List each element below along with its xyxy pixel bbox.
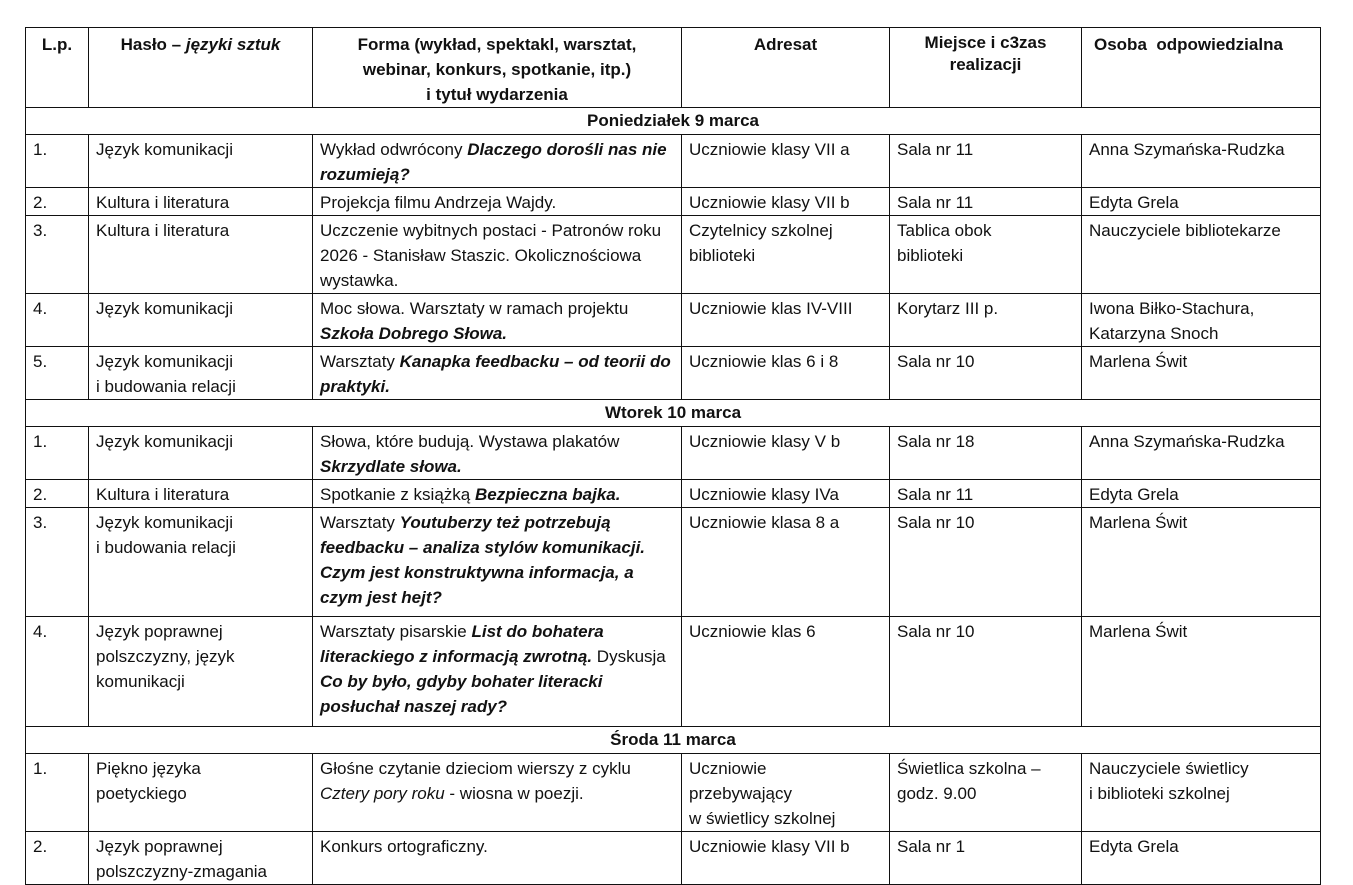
cell-haslo-line: polszczyzny-zmagania xyxy=(96,862,268,881)
cell-haslo xyxy=(89,832,313,885)
header-forma-line: i tytuł wydarzenia xyxy=(426,85,568,104)
cell-adresat xyxy=(682,427,890,480)
cell-lp: 2. xyxy=(26,480,89,508)
schedule-table xyxy=(25,27,1321,885)
cell-adresat xyxy=(682,617,890,727)
cell-miejsce-line: Sala nr 11 xyxy=(897,193,974,212)
header-forma xyxy=(313,28,682,108)
forma-segment: Dyskusja xyxy=(592,647,666,666)
table-row xyxy=(26,480,1321,508)
cell-lp: 2. xyxy=(26,832,89,885)
cell-haslo-line: Język komunikacji xyxy=(96,299,233,318)
forma-segment: Moc słowa. Warsztaty w ramach projektu xyxy=(320,299,629,318)
cell-haslo xyxy=(89,508,313,617)
cell-miejsce xyxy=(890,216,1082,294)
cell-haslo-line: Język poprawnej xyxy=(96,622,223,641)
header-adresat: Adresat xyxy=(682,28,890,108)
cell-forma xyxy=(313,135,682,188)
cell-miejsce xyxy=(890,188,1082,216)
day-title: Środa 11 marca xyxy=(26,727,1321,754)
table-row xyxy=(26,294,1321,347)
cell-miejsce-line: Świetlica szkolna – xyxy=(897,759,1041,778)
cell-adresat-line: Uczniowie klasy V b xyxy=(689,432,841,451)
cell-lp: 3. xyxy=(26,508,89,617)
cell-haslo xyxy=(89,754,313,832)
cell-osoba-line: Nauczyciele bibliotekarze xyxy=(1089,221,1281,240)
cell-miejsce xyxy=(890,135,1082,188)
cell-lp: 3. xyxy=(26,216,89,294)
cell-adresat-line: Uczniowie xyxy=(689,759,767,778)
forma-segment: Youtuberzy też potrzebują feedbacku – analiza stylów komunikacji. Czym jest konstruktywna informacja, a czym jest hejt? xyxy=(320,513,646,607)
cell-forma xyxy=(313,832,682,885)
forma-segment: Warsztaty xyxy=(320,513,400,532)
table-row xyxy=(26,135,1321,188)
cell-osoba-line: Edyta Grela xyxy=(1089,193,1179,212)
cell-miejsce xyxy=(890,347,1082,400)
cell-adresat-line: biblioteki xyxy=(689,246,756,265)
cell-haslo-line: Język komunikacji xyxy=(96,352,233,371)
cell-adresat-line: Uczniowie klas 6 i 8 xyxy=(689,352,839,371)
cell-osoba xyxy=(1082,216,1321,294)
cell-lp: 2. xyxy=(26,188,89,216)
cell-haslo xyxy=(89,188,313,216)
forma-segment: - wiosna w poezji. xyxy=(444,784,584,803)
day-header-row xyxy=(26,727,1321,754)
forma-segment: List do bohatera literackiego z informacją zwrotną. xyxy=(320,622,604,666)
cell-miejsce-line: Sala nr 11 xyxy=(897,140,974,159)
cell-lp: 1. xyxy=(26,135,89,188)
cell-osoba xyxy=(1082,617,1321,727)
forma-segment: Kanapka feedbacku – od teorii do praktyki. xyxy=(320,352,671,396)
cell-miejsce-line: Tablica obok xyxy=(897,221,992,240)
cell-adresat xyxy=(682,480,890,508)
cell-haslo-line: Kultura i literatura xyxy=(96,485,230,504)
cell-osoba-line: Marlena Świt xyxy=(1089,352,1188,371)
cell-adresat xyxy=(682,188,890,216)
cell-miejsce-line: godz. 9.00 xyxy=(897,784,977,803)
cell-haslo-line: i budowania relacji xyxy=(96,538,236,557)
cell-lp: 4. xyxy=(26,617,89,727)
cell-miejsce-line: Korytarz III p. xyxy=(897,299,999,318)
cell-forma xyxy=(313,754,682,832)
cell-forma xyxy=(313,347,682,400)
header-forma-line: Forma (wykład, spektakl, warsztat, xyxy=(357,35,637,54)
day-header-row xyxy=(26,108,1321,135)
forma-segment: Skrzydlate słowa. xyxy=(320,457,462,476)
cell-haslo-line: i budowania relacji xyxy=(96,377,236,396)
cell-adresat xyxy=(682,216,890,294)
cell-adresat xyxy=(682,347,890,400)
cell-osoba-line: Anna Szymańska-Rudzka xyxy=(1089,432,1285,451)
cell-osoba-line: Marlena Świt xyxy=(1089,513,1188,532)
cell-osoba xyxy=(1082,294,1321,347)
table-row xyxy=(26,508,1321,617)
cell-miejsce-line: Sala nr 10 xyxy=(897,622,975,641)
header-lp: L.p. xyxy=(26,28,89,108)
cell-osoba xyxy=(1082,188,1321,216)
cell-haslo-line: Język komunikacji xyxy=(96,513,233,532)
cell-haslo xyxy=(89,480,313,508)
cell-forma xyxy=(313,188,682,216)
cell-osoba-line: Anna Szymańska-Rudzka xyxy=(1089,140,1285,159)
forma-segment: Dlaczego dorośli nas nie rozumieją? xyxy=(320,140,667,184)
cell-miejsce-line: Sala nr 10 xyxy=(897,352,975,371)
forma-segment: Konkurs ortograficzny. xyxy=(320,837,488,856)
table-row xyxy=(26,216,1321,294)
cell-adresat-line: w świetlicy szkolnej xyxy=(689,809,836,828)
table-row xyxy=(26,617,1321,727)
cell-haslo-line: Język poprawnej xyxy=(96,837,223,856)
cell-adresat xyxy=(682,294,890,347)
day-title: Poniedziałek 9 marca xyxy=(26,108,1321,135)
cell-osoba-line: Nauczyciele świetlicy xyxy=(1089,759,1249,778)
cell-adresat-line: przebywający xyxy=(689,784,792,803)
cell-osoba xyxy=(1082,832,1321,885)
cell-miejsce-line: Sala nr 10 xyxy=(897,513,975,532)
forma-segment: Wykład odwrócony xyxy=(320,140,468,159)
header-haslo-prefix: Hasło – xyxy=(120,35,186,54)
table-row xyxy=(26,188,1321,216)
cell-forma xyxy=(313,480,682,508)
cell-osoba xyxy=(1082,754,1321,832)
cell-osoba-line: Edyta Grela xyxy=(1089,485,1179,504)
day-header-row xyxy=(26,400,1321,427)
cell-haslo-line: polszczyzny, język xyxy=(96,647,235,666)
forma-segment: Uczczenie wybitnych postaci - Patronów roku 2026 - Stanisław Staszic. Okolicznościowa wystawka. xyxy=(320,221,662,290)
cell-adresat xyxy=(682,832,890,885)
forma-segment: Szkoła Dobrego Słowa. xyxy=(320,324,508,343)
cell-haslo xyxy=(89,294,313,347)
cell-lp: 1. xyxy=(26,427,89,480)
header-haslo xyxy=(89,28,313,108)
table-row xyxy=(26,427,1321,480)
cell-forma xyxy=(313,617,682,727)
cell-lp: 1. xyxy=(26,754,89,832)
cell-osoba xyxy=(1082,480,1321,508)
table-row xyxy=(26,754,1321,832)
cell-adresat-line: Uczniowie klas 6 xyxy=(689,622,816,641)
cell-osoba xyxy=(1082,427,1321,480)
cell-miejsce xyxy=(890,617,1082,727)
cell-haslo-line: Kultura i literatura xyxy=(96,221,230,240)
cell-miejsce-line: Sala nr 18 xyxy=(897,432,975,451)
cell-haslo-line: Język komunikacji xyxy=(96,432,233,451)
cell-lp: 4. xyxy=(26,294,89,347)
cell-miejsce-line: Sala nr 1 xyxy=(897,837,966,856)
cell-adresat-line: Uczniowie klasy IVa xyxy=(689,485,839,504)
forma-segment: Co by było, gdyby bohater literacki posłuchał naszej rady? xyxy=(320,672,603,716)
cell-haslo xyxy=(89,135,313,188)
cell-lp: 5. xyxy=(26,347,89,400)
header-haslo-italic: języki sztuk xyxy=(185,35,281,54)
header-row xyxy=(26,28,1321,108)
cell-osoba-line: Iwona Biłko-Stachura, xyxy=(1089,299,1255,318)
cell-osoba-line: Edyta Grela xyxy=(1089,837,1179,856)
cell-miejsce-line: Sala nr 11 xyxy=(897,485,974,504)
cell-haslo-line: Piękno języka xyxy=(96,759,201,778)
cell-forma xyxy=(313,508,682,617)
cell-osoba-line: Marlena Świt xyxy=(1089,622,1188,641)
table-row xyxy=(26,832,1321,885)
forma-segment: Warsztaty pisarskie xyxy=(320,622,472,641)
cell-miejsce xyxy=(890,754,1082,832)
cell-osoba-line: i biblioteki szkolnej xyxy=(1089,784,1230,803)
cell-haslo-line: poetyckiego xyxy=(96,784,187,803)
header-forma-line: webinar, konkurs, spotkanie, itp.) xyxy=(362,60,632,79)
cell-haslo-line: komunikacji xyxy=(96,672,185,691)
cell-adresat xyxy=(682,508,890,617)
table-body xyxy=(26,108,1321,885)
cell-miejsce xyxy=(890,427,1082,480)
cell-haslo xyxy=(89,347,313,400)
cell-osoba xyxy=(1082,347,1321,400)
cell-adresat-line: Uczniowie klasy VII b xyxy=(689,837,850,856)
forma-segment: Warsztaty xyxy=(320,352,400,371)
header-osoba: Osoba odpowiedzialna xyxy=(1082,28,1321,108)
forma-segment: Bezpieczna bajka. xyxy=(474,485,621,504)
cell-miejsce xyxy=(890,508,1082,617)
cell-haslo xyxy=(89,427,313,480)
cell-miejsce xyxy=(890,480,1082,508)
forma-segment: Spotkanie z książką xyxy=(320,485,475,504)
cell-miejsce xyxy=(890,832,1082,885)
cell-adresat-line: Czytelnicy szkolnej xyxy=(689,221,833,240)
forma-segment: Słowa, które budują. Wystawa plakatów xyxy=(320,432,620,451)
cell-haslo-line: Język komunikacji xyxy=(96,140,233,159)
cell-haslo xyxy=(89,617,313,727)
cell-adresat xyxy=(682,135,890,188)
cell-forma xyxy=(313,427,682,480)
header-miejsce-line: Miejsce i c3zas xyxy=(924,33,1047,52)
cell-forma xyxy=(313,294,682,347)
cell-adresat xyxy=(682,754,890,832)
header-miejsce xyxy=(890,28,1082,108)
cell-haslo-line: Kultura i literatura xyxy=(96,193,230,212)
header-miejsce-line: realizacji xyxy=(949,55,1022,74)
cell-miejsce-line: biblioteki xyxy=(897,246,964,265)
forma-segment: Cztery pory roku xyxy=(320,784,445,803)
forma-segment: Głośne czytanie dzieciom wierszy z cyklu xyxy=(320,759,631,778)
cell-forma xyxy=(313,216,682,294)
cell-osoba-line: Katarzyna Snoch xyxy=(1089,324,1219,343)
cell-adresat-line: Uczniowie klasy VII a xyxy=(689,140,850,159)
cell-adresat-line: Uczniowie klas IV-VIII xyxy=(689,299,853,318)
cell-osoba xyxy=(1082,508,1321,617)
cell-haslo xyxy=(89,216,313,294)
cell-adresat-line: Uczniowie klasa 8 a xyxy=(689,513,840,532)
day-title: Wtorek 10 marca xyxy=(26,400,1321,427)
cell-osoba xyxy=(1082,135,1321,188)
cell-adresat-line: Uczniowie klasy VII b xyxy=(689,193,850,212)
cell-miejsce xyxy=(890,294,1082,347)
forma-segment: Projekcja filmu Andrzeja Wajdy. xyxy=(320,193,557,212)
table-row xyxy=(26,347,1321,400)
